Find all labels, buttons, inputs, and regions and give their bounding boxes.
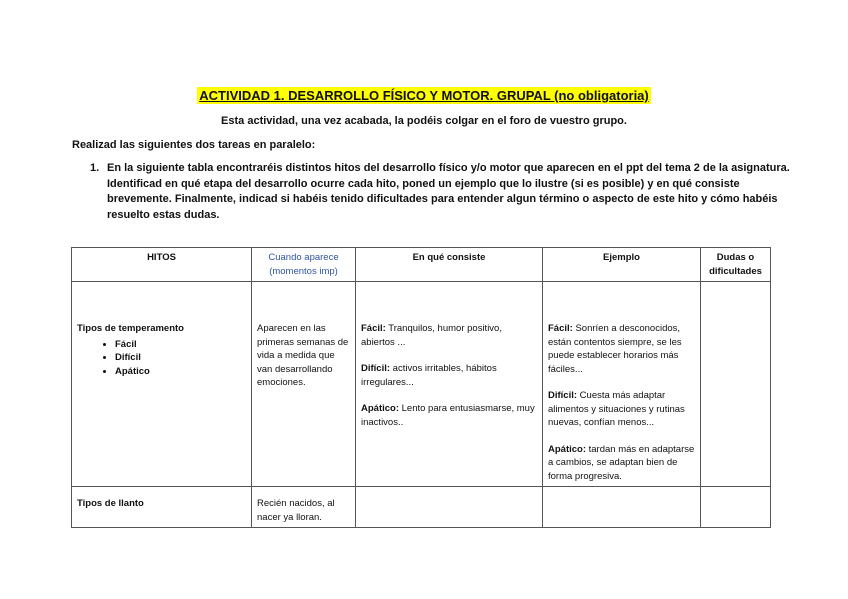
list-item-text: En la siguiente tabla encontraréis distintos hitos del desarrollo físico y/o motor que aparecen en el ppt del tema 2 de la asignatura. Identificad en qué etapa del desarrollo ocurre cada hito, poned un ejemplo que lo ilustre (si es posible) y en qué consiste brevemente. Finalmente, indicad si habéis tenido dificultades para entender algun término o aspecto de este hito y cómo habéis resuelto estas dudas. [107, 162, 790, 221]
row-label-temperamento [72, 282, 252, 487]
consiste-apatico [361, 402, 537, 429]
ejemplo-apatico-head: Apático: [548, 443, 586, 455]
list-item: • Fácil [115, 338, 246, 352]
table-header-row [72, 248, 771, 282]
cell-ejemplo [543, 282, 701, 487]
cell-consiste [356, 282, 543, 487]
numbered-list [90, 161, 790, 223]
row-label-llanto: Tipos de llanto [72, 487, 252, 528]
cell-cuando: Recién nacidos, al nacer ya lloran. [252, 487, 356, 528]
list-item: • Apático [115, 365, 246, 379]
ejemplo-apatico-text: tardan más en adaptarse a cambios, se adaptan bien de forma progresiva. [548, 443, 695, 482]
header-dudas: Dudas o dificultades [701, 248, 771, 282]
consiste-apatico-text: Lento para entusiasmarse, muy inactivos.. [361, 403, 535, 428]
consiste-facil-head: Fácil: [361, 323, 386, 334]
header-cuando: Cuando aparece (momentos imp) [252, 248, 356, 282]
table-row [72, 282, 771, 487]
ejemplo-dificil [548, 389, 695, 430]
header-ejemplo: Ejemplo [543, 248, 701, 282]
cell-consiste [356, 487, 543, 528]
title-wrap [0, 87, 848, 105]
ejemplo-facil-text: Sonríen a desconocidos, están contentos siempre, se les puede establecer horarios más fáciles... [548, 323, 682, 375]
ejemplo-dificil-text: Cuesta más adaptar alimentos y situaciones y rutinas nuevas, confían menos... [548, 390, 685, 428]
cell-dudas [701, 282, 771, 487]
activity-table [71, 247, 771, 528]
cell-cuando: Aparecen en las primeras semanas de vida a medida que van desarrollando emociones. [252, 282, 356, 487]
temperament-list [77, 338, 246, 379]
header-consiste: En qué consiste [356, 248, 543, 282]
cell-dudas [701, 487, 771, 528]
document-subtitle: Esta actividad, una vez acabada, la podéis colgar en el foro de vuestro grupo. [221, 115, 627, 127]
consiste-dificil-text: activos irritables, hábitos irregulares... [361, 363, 497, 388]
cell-ejemplo [543, 487, 701, 528]
header-hitos: HITOS [72, 248, 252, 282]
list-item: • Difícil [115, 351, 246, 365]
consiste-apatico-head: Apático: [361, 403, 399, 414]
ejemplo-facil [548, 322, 695, 376]
ejemplo-dificil-head: Difícil: [548, 390, 578, 401]
consiste-dificil-head: Difícil: [361, 363, 391, 374]
row-label-text: Tipos de temperamento [77, 323, 184, 334]
intro-text: Realizad las siguientes dos tareas en paralelo: [72, 139, 316, 151]
consiste-dificil [361, 362, 537, 389]
list-number: 1. [90, 162, 100, 174]
ejemplo-apatico [548, 443, 695, 484]
document-title: ACTIVIDAD 1. DESARROLLO FÍSICO Y MOTOR. GRUPAL (no obligatoria) [199, 88, 649, 103]
consiste-facil-text: Tranquilos, humor positivo, abiertos ... [361, 323, 502, 348]
table-row [72, 487, 771, 528]
ejemplo-facil-head: Fácil: [548, 323, 573, 334]
consiste-facil [361, 322, 537, 349]
